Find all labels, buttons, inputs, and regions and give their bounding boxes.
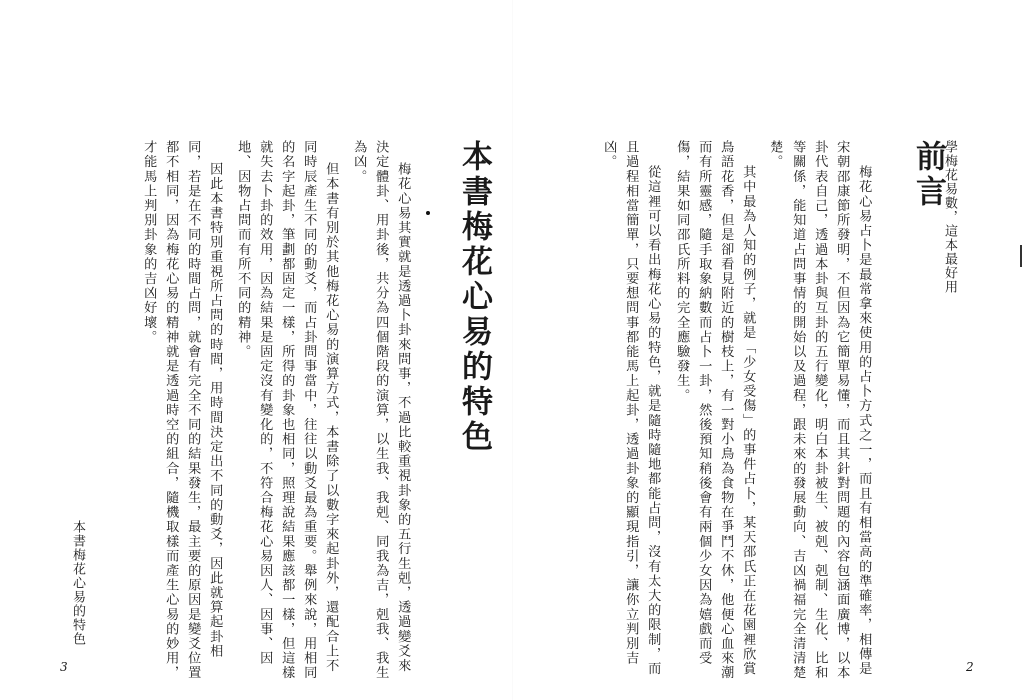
text-column: 其中最為人知的例子，就是「少女受傷」的事件占卜，某天邵氏正在花園裡欣賞 [740, 165, 756, 676]
text-column: 同，若是在不同的時間占問，就會有完全不同的結果發生，最主要的原因是變爻位置 [185, 140, 201, 681]
text-column: 楚。 [767, 140, 783, 170]
section-title: 本書梅花心易的特色 [456, 140, 492, 455]
running-footer: 本書梅花心易的特色 [70, 520, 85, 646]
text-column: 就失去卜卦的效用，因為結果是固定沒有變化的，不符合梅花心易因人、因事、因 [257, 140, 273, 666]
text-column: 地、因物占問而有所不同的精神。 [235, 140, 251, 359]
text-column: 宋朝邵康節所發明，不但因為它簡單易懂，而且其針對問題的內容包涵面廣博，以本 [834, 140, 850, 681]
margin-mark [1020, 245, 1022, 267]
text-column: 鳥語花香，但是卻看見附近的樹枝上，有一對小鳥為食物在爭鬥不休，他便心血來潮 [718, 140, 734, 681]
text-column: 的名字起卦，筆劃都固定一樣，所得的卦象也相同，照理說結果應該都一樣，但這樣 [279, 140, 295, 681]
text-column: 才能馬上判別卦象的吉凶好壞。 [141, 140, 157, 345]
text-column: 凶。 [601, 140, 617, 170]
text-column: 梅花心易其實就是透過卜卦來問事，不過比較重視卦象的五行生剋，透過變爻來 [395, 162, 411, 673]
text-column: 而有所靈感，隨手取象納數而占卜一卦，然後預知稍後會有兩個少女因為嬉戲而受 [696, 140, 712, 666]
text-column: 卦代表自己，透過本卦與互卦的五行變化，明白本卦被生、被剋、剋制、生化、比和 [812, 140, 828, 681]
text-column: 但本書有別於其他梅花心易的演算方式，本書除了以數字來起卦外，還配合上不 [323, 162, 339, 673]
text-column: 梅花心易占卜是最常拿來使用的占卜方式之一，而且有相當高的準確率，相傳是 [856, 165, 872, 676]
page-number: 3 [60, 660, 68, 674]
page-number: 2 [966, 660, 974, 674]
text-column: 都不相同，因為梅花心易的精神就是透過時空的組合，隨機取樣而產生心易的妙用， [163, 140, 179, 681]
text-column: 同時辰產生不同的動爻，而占卦問事當中，往往以動爻最為重要。舉例來說，用相同 [301, 140, 317, 681]
text-column: 等關係，能知道占問事情的開始以及過程，跟未來的發展動向、吉凶禍福完全清清楚 [790, 140, 806, 681]
running-header: 學梅花易數，這本最好用 [942, 140, 957, 294]
text-column: 決定體卦、用卦後，共分為四個階段的演算，以生我、我剋、同我為吉，剋我、我生 [373, 140, 389, 681]
page-title: 前言 [910, 140, 946, 210]
page-fold [512, 0, 513, 700]
text-column: 為凶。 [351, 140, 367, 184]
text-column: 且過程相當簡單，只要想問事都能馬上起卦，透過卦象的顯現指引，讓你立判別吉 [623, 140, 639, 666]
text-column: 傷，結果如同邵氏所料的完全應驗發生。 [674, 140, 690, 403]
bullet-dot [426, 211, 430, 215]
text-column: 因此本書特別重視所占問的時間，用時間決定出不同的動爻，因此就算起卦相 [207, 162, 223, 659]
text-column: 從這裡可以看出梅花心易的特色，就是隨時隨地都能占問，沒有太大的限制，而 [645, 165, 661, 676]
